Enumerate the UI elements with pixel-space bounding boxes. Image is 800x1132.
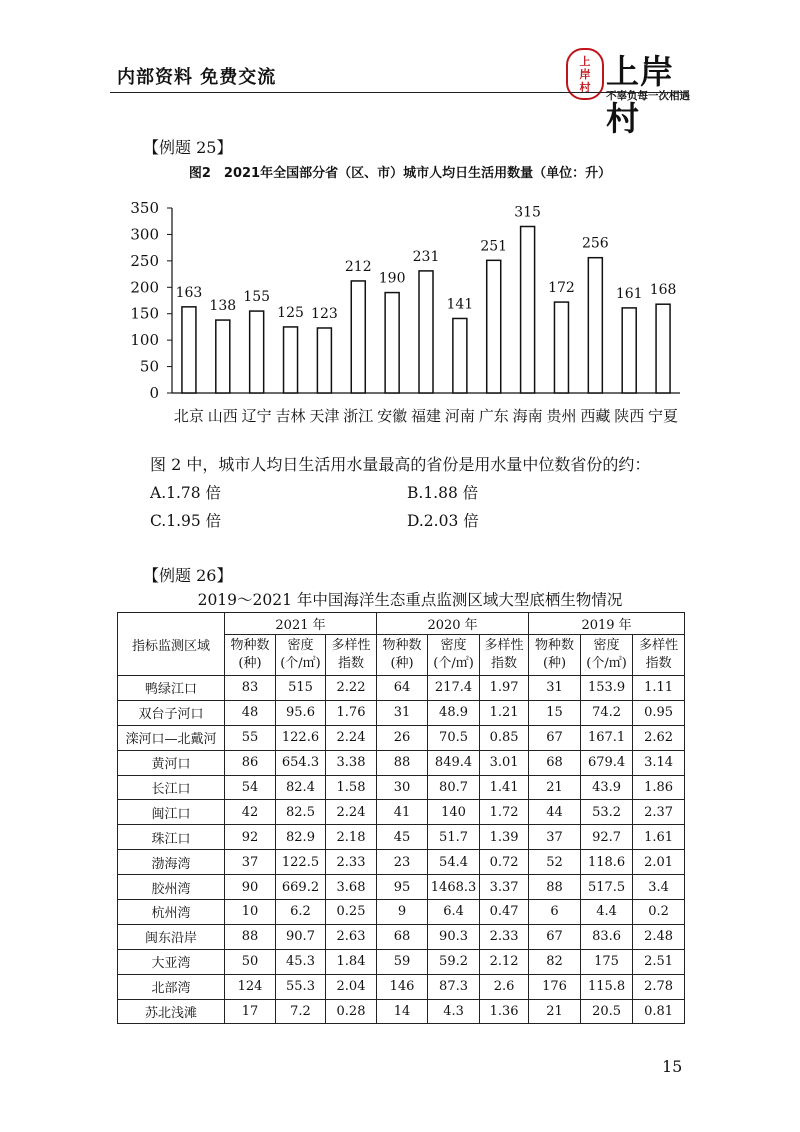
page-number: 15 (662, 1057, 683, 1076)
value-cell: 70.5 (428, 725, 480, 750)
value-cell: 53.2 (581, 800, 633, 825)
table-row (118, 999, 685, 1024)
value-cell: 217.4 (428, 676, 480, 701)
table-row (118, 875, 685, 900)
value-cell: 1.11 (633, 676, 685, 701)
category-label: 辽宁 (241, 407, 272, 425)
value-cell: 2.78 (633, 974, 685, 999)
metric-header-line: 物种数 (535, 638, 575, 653)
question-text: 图 2 中，城市人均日生活用水量最高的省份是用水量中位数省份的约： (150, 455, 651, 474)
category-label: 海南 (512, 407, 543, 425)
metric-header-line: 密度 (440, 638, 467, 653)
value-cell: 20.5 (581, 999, 633, 1024)
table-row (118, 750, 685, 775)
value-cell: 1.76 (326, 700, 377, 725)
value-cell: 2.12 (480, 949, 529, 974)
y-tick-label: 250 (130, 251, 159, 270)
value-cell: 10 (225, 900, 276, 925)
metric-header (276, 635, 326, 676)
category-label: 天津 (309, 407, 340, 425)
metric-header-line: 多样性 (484, 638, 524, 653)
metric-header (529, 635, 581, 676)
region-cell: 渤海湾 (118, 850, 225, 875)
data-label: 168 (649, 282, 677, 299)
metric-header-unit: 指数 (645, 656, 672, 671)
value-cell: 59 (377, 949, 428, 974)
value-cell: 88 (529, 875, 581, 900)
metric-header (225, 635, 276, 676)
value-cell: 517.5 (581, 875, 633, 900)
metric-header-line: 多样性 (331, 638, 371, 653)
value-cell: 2.51 (633, 949, 685, 974)
y-tick-label: 200 (130, 278, 159, 297)
metric-header-unit: (个/㎡) (433, 656, 474, 671)
value-cell: 80.7 (428, 775, 480, 800)
value-cell: 1.97 (480, 676, 529, 701)
value-cell: 3.38 (326, 750, 377, 775)
metric-header-unit: 指数 (491, 656, 518, 671)
value-cell: 67 (529, 924, 581, 949)
metric-header-line: 密度 (593, 638, 620, 653)
value-cell: 92 (225, 825, 276, 850)
metric-header-unit: (种) (238, 656, 262, 671)
data-label: 231 (412, 248, 440, 265)
category-label: 北京 (173, 407, 204, 425)
value-cell: 74.2 (581, 700, 633, 725)
value-cell: 55 (225, 725, 276, 750)
value-cell: 9 (377, 900, 428, 925)
bar (588, 258, 602, 393)
option-d[interactable]: D.2.03 倍 (407, 512, 479, 530)
y-tick-label: 100 (130, 331, 159, 350)
table-row (118, 850, 685, 875)
bar (622, 308, 636, 393)
table-row (118, 825, 685, 850)
value-cell: 0.28 (326, 999, 377, 1024)
table-row (118, 700, 685, 725)
value-cell: 1.21 (480, 700, 529, 725)
region-cell: 滦河口—北戴河 (118, 725, 225, 750)
category-label: 西藏 (580, 407, 611, 425)
value-cell: 82 (529, 949, 581, 974)
bar (521, 227, 535, 394)
year-header: 2021 年 (225, 613, 377, 635)
value-cell: 68 (377, 924, 428, 949)
value-cell: 2.18 (326, 825, 377, 850)
category-label: 贵州 (546, 407, 577, 425)
value-cell: 48 (225, 700, 276, 725)
value-cell: 1.72 (480, 800, 529, 825)
region-header: 指标监测区域 (118, 613, 225, 676)
value-cell: 31 (529, 676, 581, 701)
value-cell: 2.24 (326, 725, 377, 750)
header-left-text: 内部资料 免费交流 (117, 67, 277, 88)
value-cell: 1.61 (633, 825, 685, 850)
value-cell: 51.7 (428, 825, 480, 850)
category-label: 宁夏 (648, 407, 679, 425)
option-c[interactable]: C.1.95 倍 (150, 512, 222, 530)
data-label: 125 (277, 304, 304, 321)
value-cell: 0.25 (326, 900, 377, 925)
value-cell: 654.3 (276, 750, 326, 775)
y-tick-label: 300 (130, 225, 159, 244)
value-cell: 43.9 (581, 775, 633, 800)
y-tick-label: 150 (130, 304, 159, 323)
value-cell: 0.95 (633, 700, 685, 725)
category-label: 陕西 (614, 407, 645, 425)
value-cell: 0.85 (480, 725, 529, 750)
value-cell: 2.04 (326, 974, 377, 999)
value-cell: 2.37 (633, 800, 685, 825)
value-cell: 2.48 (633, 924, 685, 949)
region-cell: 闽东沿岸 (118, 924, 225, 949)
logo-seal: 上 岸 村 (566, 48, 604, 100)
metric-header-unit: (个/㎡) (586, 656, 627, 671)
value-cell: 17 (225, 999, 276, 1024)
value-cell: 83.6 (581, 924, 633, 949)
metric-header-unit: (种) (390, 656, 414, 671)
value-cell: 115.8 (581, 974, 633, 999)
value-cell: 41 (377, 800, 428, 825)
bar (284, 327, 298, 393)
value-cell: 3.4 (633, 875, 685, 900)
bar (250, 311, 264, 393)
table-row (118, 974, 685, 999)
table-row (118, 900, 685, 925)
value-cell: 21 (529, 775, 581, 800)
value-cell: 0.2 (633, 900, 685, 925)
value-cell: 1.39 (480, 825, 529, 850)
value-cell: 3.14 (633, 750, 685, 775)
value-cell: 2.62 (633, 725, 685, 750)
value-cell: 86 (225, 750, 276, 775)
bar (351, 281, 365, 393)
y-tick-label: 0 (149, 384, 159, 402)
table-row (118, 924, 685, 949)
value-cell: 1.58 (326, 775, 377, 800)
bar (554, 302, 568, 393)
value-cell: 153.9 (581, 676, 633, 701)
value-cell: 140 (428, 800, 480, 825)
value-cell: 1.84 (326, 949, 377, 974)
value-cell: 42 (225, 800, 276, 825)
value-cell: 118.6 (581, 850, 633, 875)
value-cell: 679.4 (581, 750, 633, 775)
logo-name: 上岸村 (606, 52, 674, 138)
value-cell: 37 (225, 850, 276, 875)
value-cell: 45 (377, 825, 428, 850)
bar (216, 320, 230, 393)
y-tick-label: 350 (130, 200, 159, 217)
value-cell: 2.33 (326, 850, 377, 875)
value-cell: 30 (377, 775, 428, 800)
category-label: 浙江 (343, 407, 374, 425)
data-table (117, 612, 685, 1024)
value-cell: 82.9 (276, 825, 326, 850)
value-cell: 92.7 (581, 825, 633, 850)
value-cell: 52 (529, 850, 581, 875)
metric-header (480, 635, 529, 676)
metric-header-unit: (种) (542, 656, 567, 671)
brand-logo (566, 48, 696, 138)
value-cell: 44 (529, 800, 581, 825)
metric-header-line: 物种数 (382, 638, 422, 653)
value-cell: 88 (377, 750, 428, 775)
bar (182, 307, 196, 393)
value-cell: 21 (529, 999, 581, 1024)
value-cell: 175 (581, 949, 633, 974)
value-cell: 2.33 (480, 924, 529, 949)
value-cell: 67 (529, 725, 581, 750)
value-cell: 82.5 (276, 800, 326, 825)
value-cell: 31 (377, 700, 428, 725)
data-label: 315 (514, 204, 541, 221)
bar (453, 318, 467, 393)
data-label: 212 (344, 258, 372, 275)
value-cell: 1.36 (480, 999, 529, 1024)
data-label: 190 (378, 270, 406, 287)
value-cell: 88 (225, 924, 276, 949)
data-label: 256 (581, 235, 609, 252)
option-a[interactable]: A.1.78 倍 (150, 484, 222, 502)
value-cell: 23 (377, 850, 428, 875)
value-cell: 6.4 (428, 900, 480, 925)
header-divider (110, 92, 688, 93)
year-header: 2020 年 (377, 613, 529, 635)
value-cell: 1.41 (480, 775, 529, 800)
region-cell: 大亚湾 (118, 949, 225, 974)
region-cell: 苏北浅滩 (118, 999, 225, 1024)
region-cell: 杭州湾 (118, 900, 225, 925)
data-label: 123 (311, 305, 338, 322)
metric-header-line: 密度 (287, 638, 314, 653)
bar-chart (110, 200, 690, 440)
value-cell: 124 (225, 974, 276, 999)
value-cell: 122.6 (276, 725, 326, 750)
value-cell: 54.4 (428, 850, 480, 875)
data-label: 172 (548, 280, 575, 297)
metric-header (377, 635, 428, 676)
value-cell: 90.7 (276, 924, 326, 949)
category-label: 广东 (478, 407, 509, 425)
value-cell: 59.2 (428, 949, 480, 974)
table-row (118, 725, 685, 750)
metric-header-line: 物种数 (230, 638, 270, 653)
data-label: 155 (243, 289, 271, 306)
value-cell: 6 (529, 900, 581, 925)
value-cell: 95.6 (276, 700, 326, 725)
bar (656, 304, 670, 393)
value-cell: 146 (377, 974, 428, 999)
value-cell: 0.81 (633, 999, 685, 1024)
bar (385, 293, 399, 393)
value-cell: 2.22 (326, 676, 377, 701)
value-cell: 515 (276, 676, 326, 701)
value-cell: 0.72 (480, 850, 529, 875)
value-cell: 48.9 (428, 700, 480, 725)
metric-header (581, 635, 633, 676)
value-cell: 669.2 (276, 875, 326, 900)
region-cell: 黄河口 (118, 750, 225, 775)
value-cell: 90.3 (428, 924, 480, 949)
value-cell: 26 (377, 725, 428, 750)
metric-header (326, 635, 377, 676)
value-cell: 122.5 (276, 850, 326, 875)
data-label: 138 (209, 298, 237, 315)
value-cell: 68 (529, 750, 581, 775)
value-cell: 14 (377, 999, 428, 1024)
metric-header (633, 635, 685, 676)
value-cell: 87.3 (428, 974, 480, 999)
value-cell: 167.1 (581, 725, 633, 750)
value-cell: 90 (225, 875, 276, 900)
value-cell: 95 (377, 875, 428, 900)
category-label: 山西 (207, 407, 238, 425)
bar (317, 328, 331, 393)
bar (487, 260, 501, 393)
category-label: 安徽 (377, 407, 408, 425)
table-row (118, 800, 685, 825)
region-cell: 胶州湾 (118, 875, 225, 900)
value-cell: 50 (225, 949, 276, 974)
data-label: 141 (446, 296, 474, 313)
chart-title: 图2 2021年全国部分省（区、市）城市人均日生活用数量（单位：升） (188, 166, 612, 181)
value-cell: 2.63 (326, 924, 377, 949)
bar (419, 271, 433, 393)
value-cell: 0.47 (480, 900, 529, 925)
value-cell: 4.4 (581, 900, 633, 925)
value-cell: 7.2 (276, 999, 326, 1024)
metric-header-unit: (个/㎡) (280, 656, 321, 671)
value-cell: 54 (225, 775, 276, 800)
option-b[interactable]: B.1.88 倍 (407, 484, 479, 502)
table-row (118, 775, 685, 800)
value-cell: 55.3 (276, 974, 326, 999)
value-cell: 2.01 (633, 850, 685, 875)
metric-header (428, 635, 480, 676)
year-header: 2019 年 (529, 613, 685, 635)
table-row (118, 949, 685, 974)
value-cell: 6.2 (276, 900, 326, 925)
value-cell: 83 (225, 676, 276, 701)
example-25-label: 【例题 25】 (143, 138, 233, 157)
value-cell: 2.24 (326, 800, 377, 825)
value-cell: 15 (529, 700, 581, 725)
category-label: 河南 (444, 407, 475, 425)
table-row (118, 676, 685, 701)
value-cell: 2.6 (480, 974, 529, 999)
value-cell: 82.4 (276, 775, 326, 800)
data-label: 251 (480, 238, 508, 255)
value-cell: 45.3 (276, 949, 326, 974)
region-cell: 闽江口 (118, 800, 225, 825)
value-cell: 1468.3 (428, 875, 480, 900)
y-tick-label: 50 (139, 357, 159, 376)
category-label: 吉林 (275, 407, 306, 425)
metric-header-line: 多样性 (639, 638, 679, 653)
value-cell: 1.86 (633, 775, 685, 800)
region-cell: 双台子河口 (118, 700, 225, 725)
value-cell: 176 (529, 974, 581, 999)
logo-slogan: 不辜负每一次相遇 (606, 90, 690, 102)
metric-header-unit: 指数 (338, 656, 365, 671)
value-cell: 64 (377, 676, 428, 701)
region-cell: 北部湾 (118, 974, 225, 999)
value-cell: 849.4 (428, 750, 480, 775)
value-cell: 3.01 (480, 750, 529, 775)
table-title: 2019～2021 年中国海洋生态重点监测区域大型底栖生物情况 (197, 591, 623, 609)
region-cell: 长江口 (118, 775, 225, 800)
value-cell: 3.37 (480, 875, 529, 900)
region-cell: 珠江口 (118, 825, 225, 850)
data-label: 161 (615, 285, 643, 302)
value-cell: 3.68 (326, 875, 377, 900)
example-26-label: 【例题 26】 (143, 566, 233, 585)
region-cell: 鸭绿江口 (118, 676, 225, 701)
value-cell: 4.3 (428, 999, 480, 1024)
data-label: 163 (175, 284, 203, 301)
category-label: 福建 (410, 407, 442, 425)
value-cell: 37 (529, 825, 581, 850)
